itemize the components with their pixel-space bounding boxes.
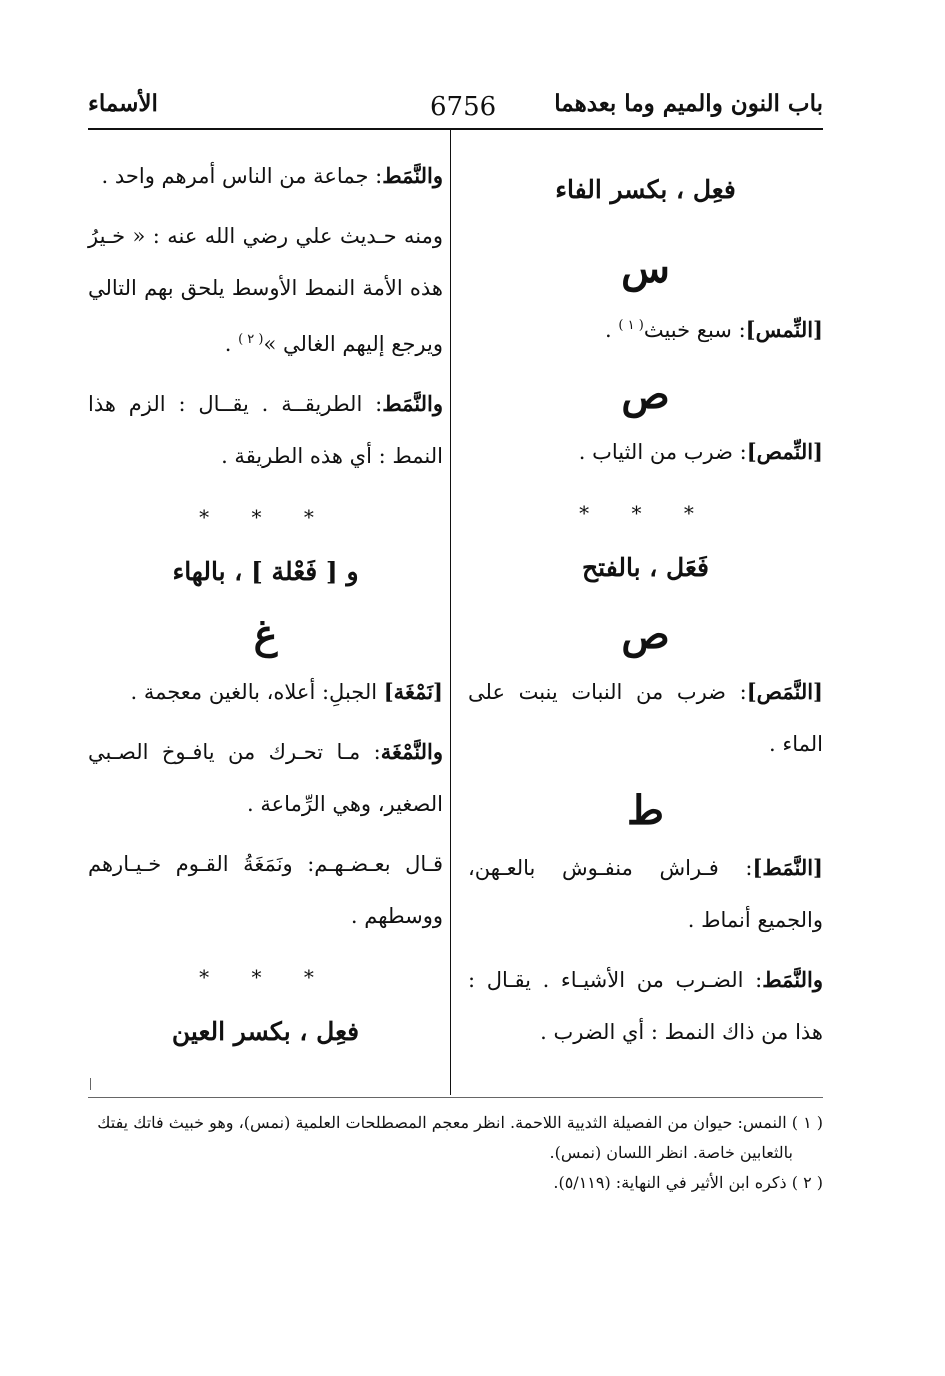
dictionary-entry [88,666,443,718]
letter-heading: س [621,245,670,292]
entry-definition: : سبع خبيث [643,318,746,342]
entry-definition: : الضـرب من الأشيـاء . يقـال : هذا من ذاك النمط : أي الضرب . [468,968,823,1044]
section-title: الأسماء [88,90,158,117]
section-separator: * * * [579,501,712,525]
letter-heading: ص [621,371,670,418]
entry-term: والنَّمَط [382,163,443,188]
letter-heading: ص [621,611,670,658]
dictionary-entry [468,426,823,478]
hadith-quote [88,210,443,370]
entry-definition: قـال بعـضـهـم: ونَمَغَةُ القـوم خـيـارهم ووسطهم . [88,852,443,928]
entry-definition: : مـا تحـرك من يافـوخ الصـبي الصغير، وهي الرِّماعة . [88,740,443,816]
entry-definition: : ضرب من الثياب . [578,440,747,464]
entry-term: والنَّمَط [762,967,823,992]
dictionary-entry [88,838,443,942]
entry-definition: : فـراش منفـوش بالعـهن، والجميع أنماط . [468,856,823,932]
pattern-heading: و [ فَعْلة ] ، بالهاء [172,557,359,586]
header-divider [88,128,823,130]
pattern-heading: فعِل ، بكسر الفاء [555,175,736,204]
pattern-heading: فَعَل ، بالفتح [582,553,709,582]
entry-definition: : جماعة من الناس أمرهم واحد . [101,164,383,188]
right-column [468,150,823,1066]
entry-definition: الجبلِ: أعلاه، بالغين معجمة . [130,680,384,704]
left-column [88,150,443,1064]
dictionary-entry [88,726,443,830]
entry-term: [النَّمَص] [746,679,823,704]
section-separator: * * * [199,505,332,529]
dictionary-entry [88,378,443,482]
dictionary-entry [468,666,823,770]
entry-term: [النِّمس] [745,317,823,342]
footnotes [88,1108,823,1198]
quote-end: . [224,332,239,356]
letter-heading: غ [253,611,278,658]
column-divider [450,130,451,1095]
dictionary-entry [468,300,823,356]
entry-end: . [605,318,619,342]
footnote-1-continued: بالثعابين خاصة. انظر اللسان (نمس). [549,1143,793,1162]
footnote-mark [90,1078,91,1090]
pattern-heading: فعِل ، بكسر العين [171,1017,360,1046]
dictionary-entry [468,842,823,946]
chapter-title: باب النون والميم وما بعدهما [554,90,823,117]
entry-definition: : الطريقــة . يقــال : الزم هذا النمط : أي هذه الطريقة . [88,392,443,468]
footnote-ref: ( ١ ) [618,318,644,333]
dictionary-entry [468,954,823,1058]
entry-term: [النِّمص] [746,439,823,464]
footnote-divider [88,1097,823,1098]
dictionary-entry [88,150,443,202]
footnote-1: ( ١ ) النمس: حيوان من الفصيلة الثديية اللاحمة. انظر معجم المصطلحات العلمية (نمس)، وهو خبيث فاتك يفتك [97,1113,823,1132]
footnote-2: ( ٢ ) ذكره ابن الأثير في النهاية: (٥/١١٩). [553,1173,823,1192]
entry-term: والنَّمَط [382,391,443,416]
entry-definition: : ضرب من النبات ينبت على الماء . [468,680,823,756]
section-separator: * * * [199,965,332,989]
entry-term: [نَمْغَة] [383,679,443,704]
page-number: 6756 [430,92,497,122]
entry-term: والنَّمْغَة [380,739,443,764]
letter-heading: ط [627,787,664,834]
entry-term: [النَّمَط] [752,855,823,880]
quote-text: ومنه حـديث علي رضي الله عنه : « خـيرُ هذه الأمة النمط الأوسط يلحق بهم التالي ويرجع إليهم الغالي » [88,224,443,356]
footnote-ref: ( ٢ ) [238,332,264,347]
